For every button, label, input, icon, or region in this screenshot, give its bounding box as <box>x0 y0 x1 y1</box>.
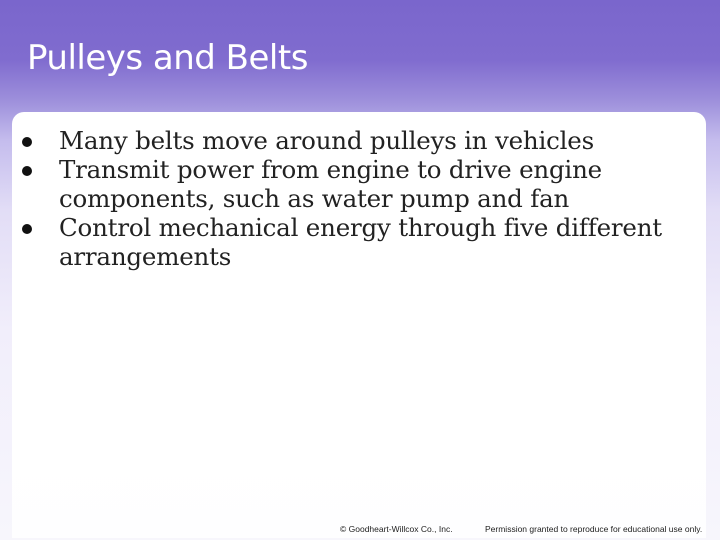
bullet-text: Many belts move around pulleys in vehicles <box>59 126 594 155</box>
bullet-item <box>22 126 682 155</box>
bullet-dot-icon <box>22 137 32 147</box>
bullet-item <box>22 155 682 213</box>
slide-title: Pulleys and Belts <box>27 38 308 78</box>
bullet-dot-icon <box>22 224 32 234</box>
footer-permission: Permission granted to reproduce for educational use only. <box>485 524 703 534</box>
bullet-list <box>22 126 682 271</box>
bullet-text: Control mechanical energy through five different arrangements <box>59 213 662 271</box>
bullet-text: Transmit power from engine to drive engine components, such as water pump and fan <box>59 155 602 213</box>
footer-copyright: © Goodheart-Willcox Co., Inc. <box>340 524 453 534</box>
bullet-dot-icon <box>22 166 32 176</box>
bullet-item <box>22 213 682 271</box>
